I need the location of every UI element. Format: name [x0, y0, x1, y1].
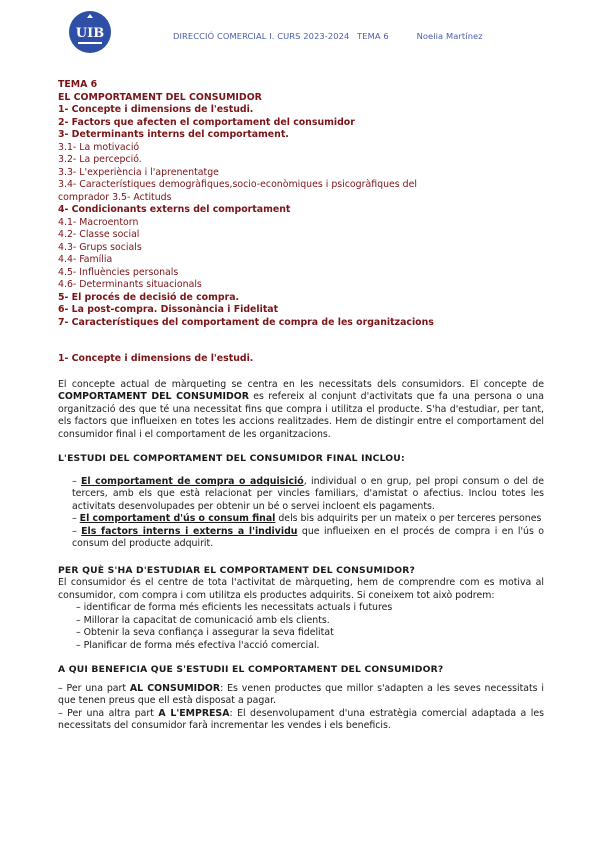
course-label: DIRECCIÓ COMERCIAL I. CURS 2023-2024 — [173, 31, 350, 41]
toc-item: 4- Condicionants externs del comportament — [58, 204, 291, 215]
toc-item: 3.1- La motivació — [58, 141, 140, 153]
beneficia-consumidor: – Per una part AL CONSUMIDOR: Es venen productes que millor s'adapten a les seves necessitats i que tenen preus que ell està disposat a pagar. — [58, 682, 545, 706]
toc-item: 7- Característiques del comportament de compra de les organitzacions — [58, 316, 434, 328]
section1-heading: 1- Concepte i dimensions de l'estudi. — [58, 353, 254, 364]
toc-item: 3.4- Característiques demogràfiques,socio-econòmiques i psicogràfiques del — [58, 179, 417, 190]
document-body — [58, 79, 544, 733]
perque-text: El consumidor és el centre de tota l'activitat de màrqueting, hem de comprendre com es motiva al consumidor, com compra i com utilitza els productes adquirits. Si coneixem tot això podrem: — [58, 577, 544, 601]
table-of-contents — [58, 79, 544, 329]
beneficia-empresa: – Per una altra part A L'EMPRESA: El desenvolupament d'una estratègia comercial adaptada a les necessitats del consumidor farà incrementar les vendes i els beneficis. — [58, 707, 544, 731]
toc-item: 3.2- La percepció. — [58, 154, 142, 165]
beneficia-heading: A QUI BENEFICIA QUE S'ESTUDII EL COMPORTAMENT DEL CONSUMIDOR? — [58, 664, 444, 675]
toc-item: 4.6- Determinants situacionals — [58, 279, 202, 290]
logo-text: UIB — [75, 26, 105, 41]
tema-label: TEMA 6 — [357, 31, 389, 41]
estudi-bullet: – Els factors interns i externs a l'individu que influeixen en el procés de compra i en l'ús o consum del producte adquirit. — [72, 525, 545, 549]
estudi-bullet: – El comportament d'ús o consum final dels bis adquirits per un mateix o per terceres persones — [72, 513, 542, 524]
estudi-heading: L'ESTUDI DEL COMPORTAMENT DEL CONSUMIDOR FINAL INCLOU: — [58, 453, 405, 464]
page-header — [173, 31, 488, 41]
toc-item: 1- Concepte i dimensions de l'estudi. — [58, 104, 254, 115]
toc-item: 3.3- L'experiència i l'aprenentatge — [58, 166, 219, 178]
author-label: Noelia Martínez — [416, 31, 483, 41]
toc-tema: TEMA 6 — [58, 79, 98, 90]
uib-logo — [68, 10, 112, 54]
toc-item: comprador 3.5- Actituds — [58, 191, 172, 203]
perque-bullet: – Obtenir la seva confiança i assegurar la seva fidelitat — [76, 627, 334, 638]
toc-item: 4.1- Macroentorn — [58, 216, 139, 228]
perque-heading: PER QUÈ S'HA D'ESTUDIAR EL COMPORTAMENT DEL CONSUMIDOR? — [58, 564, 416, 576]
toc-item: 4.3- Grups socials — [58, 241, 142, 253]
section1-intro: El concepte actual de màrqueting se centra en les necessitats dels consumidors. El concepte de COMPORTAMENT DEL CONSUMIDOR es refereix al conjunt d'activitats que fa una persona o una organització des que té una necessitat fins que compra i utilitza el producte. S'ha d'estudiar, per tant, els factors que influeixen en totes les accions realitzades. Hem de distingir entre el comportament del consumidor final i el comportament de les organitzacions. — [58, 378, 544, 440]
toc-title: EL COMPORTAMENT DEL CONSUMIDOR — [58, 91, 262, 103]
toc-item: 4.4- Família — [58, 254, 113, 265]
perque-bullet: – Millorar la capacitat de comunicació amb els clients. — [76, 614, 330, 626]
estudi-bullet: – El comportament de compra o adquisició, individual o en grup, pel propi consum o del de tercers, amb els que està relacionat per vincles familiars, d'amistat o afectius. Inclou totes les activitats desenvolupades per obtenir un bé o servei incloent els pagaments. — [72, 475, 545, 512]
perque-bullet: – Planificar de forma més efectiva l'acció comercial. — [76, 639, 320, 651]
toc-item: 5- El procés de decisió de compra. — [58, 291, 240, 303]
perque-bullet: – identificar de forma més eficients les necessitats actuals i futures — [76, 602, 393, 613]
toc-item: 6- La post-compra. Dissonància i Fidelitat — [58, 304, 279, 315]
toc-item: 4.5- Influències personals — [58, 266, 179, 278]
toc-item: 3- Determinants interns del comportament. — [58, 129, 289, 140]
toc-item: 4.2- Classe social — [58, 229, 140, 240]
toc-item: 2- Factors que afecten el comportament del consumidor — [58, 116, 355, 128]
